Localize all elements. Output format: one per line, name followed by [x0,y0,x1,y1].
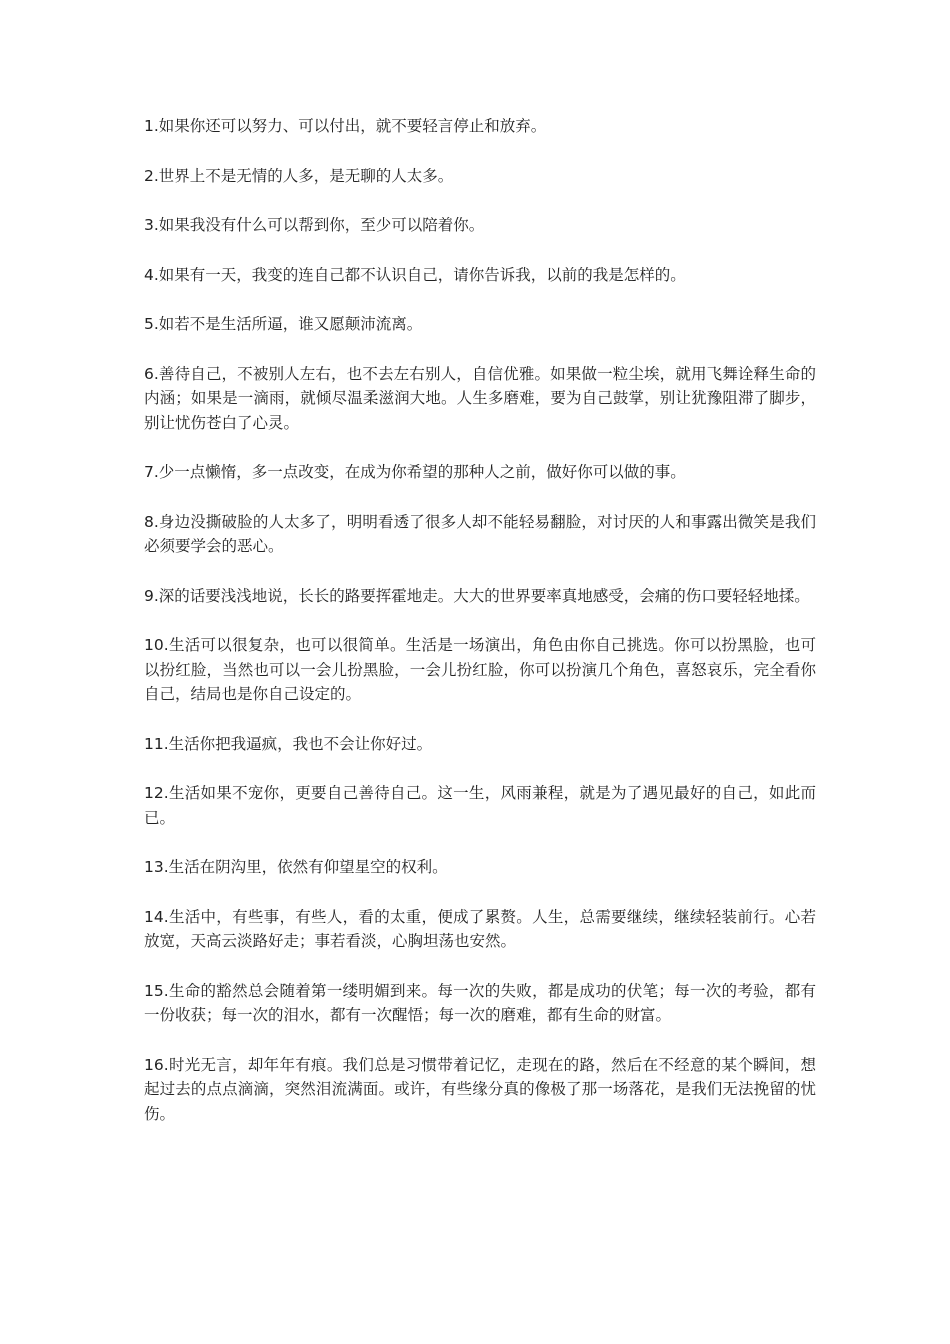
quote-paragraph-4: 4.如果有一天，我变的连自己都不认识自己，请你告诉我，以前的我是怎样的。 [144,265,686,284]
quote-paragraph-10: 10.生活可以很复杂，也可以很简单。生活是一场演出，角色由你自己挑选。你可以扮黑脸，也可以扮红脸，当然也可以一会儿扮黑脸，一会儿扮红脸，你可以扮演几个角色，喜怒哀乐，完全看你自己，结局也是你自己设定的。 [144,636,816,703]
quote-paragraph-11: 11.生活你把我逼疯，我也不会让你好过。 [144,734,433,753]
document-body [144,114,816,1151]
quote-paragraph-7: 7.少一点懒惰，多一点改变，在成为你希望的那种人之前，做好你可以做的事。 [144,463,686,481]
quote-paragraph-5: 5.如若不是生活所逼，谁又愿颠沛流离。 [144,315,423,333]
quote-paragraph-13: 13.生活在阴沟里，依然有仰望星空的权利。 [144,858,448,876]
quote-paragraph-2: 2.世界上不是无情的人多，是无聊的人太多。 [144,166,454,185]
quote-paragraph-8: 8.身边没撕破脸的人太多了，明明看透了很多人却不能轻易翻脸，对讨厌的人和事露出微笑是我们必须要学会的恶心。 [144,512,816,555]
quote-paragraph-15: 15.生命的豁然总会随着第一缕明媚到来。每一次的失败，都是成功的伏笔；每一次的考验，都有一份收获；每一次的泪水，都有一次醒悟；每一次的磨难，都有生命的财富。 [144,981,816,1024]
quote-paragraph-16: 16.时光无言，却年年有痕。我们总是习惯带着记忆，走现在的路，然后在不经意的某个瞬间，想起过去的点点滴滴，突然泪流满面。或许，有些缘分真的像极了那一场落花，是我们无法挽留的忧伤。 [144,1055,816,1123]
quote-paragraph-12: 12.生活如果不宠你，更要自己善待自己。这一生，风雨兼程，就是为了遇见最好的自己，如此而已。 [144,784,816,827]
quote-paragraph-9: 9.深的话要浅浅地说，长长的路要挥霍地走。大大的世界要率真地感受，会痛的伤口要轻轻地揉。 [144,586,810,605]
quote-paragraph-14: 14.生活中，有些事，有些人，看的太重，便成了累赘。人生，总需要继续，继续轻装前行。心若放宽，天高云淡路好走；事若看淡，心胸坦荡也安然。 [144,907,816,950]
quote-paragraph-3: 3.如果我没有什么可以帮到你，至少可以陪着你。 [144,216,485,234]
quote-paragraph-6: 6.善待自己，不被别人左右，也不去左右别人，自信优雅。如果做一粒尘埃，就用飞舞诠释生命的内涵；如果是一滴雨，就倾尽温柔滋润大地。人生多磨难，要为自己鼓掌，别让犹豫阻滞了脚步，别让忧伤苍白了心灵。 [144,364,816,432]
quote-paragraph-1: 1.如果你还可以努力、可以付出，就不要轻言停止和放弃。 [144,117,547,135]
